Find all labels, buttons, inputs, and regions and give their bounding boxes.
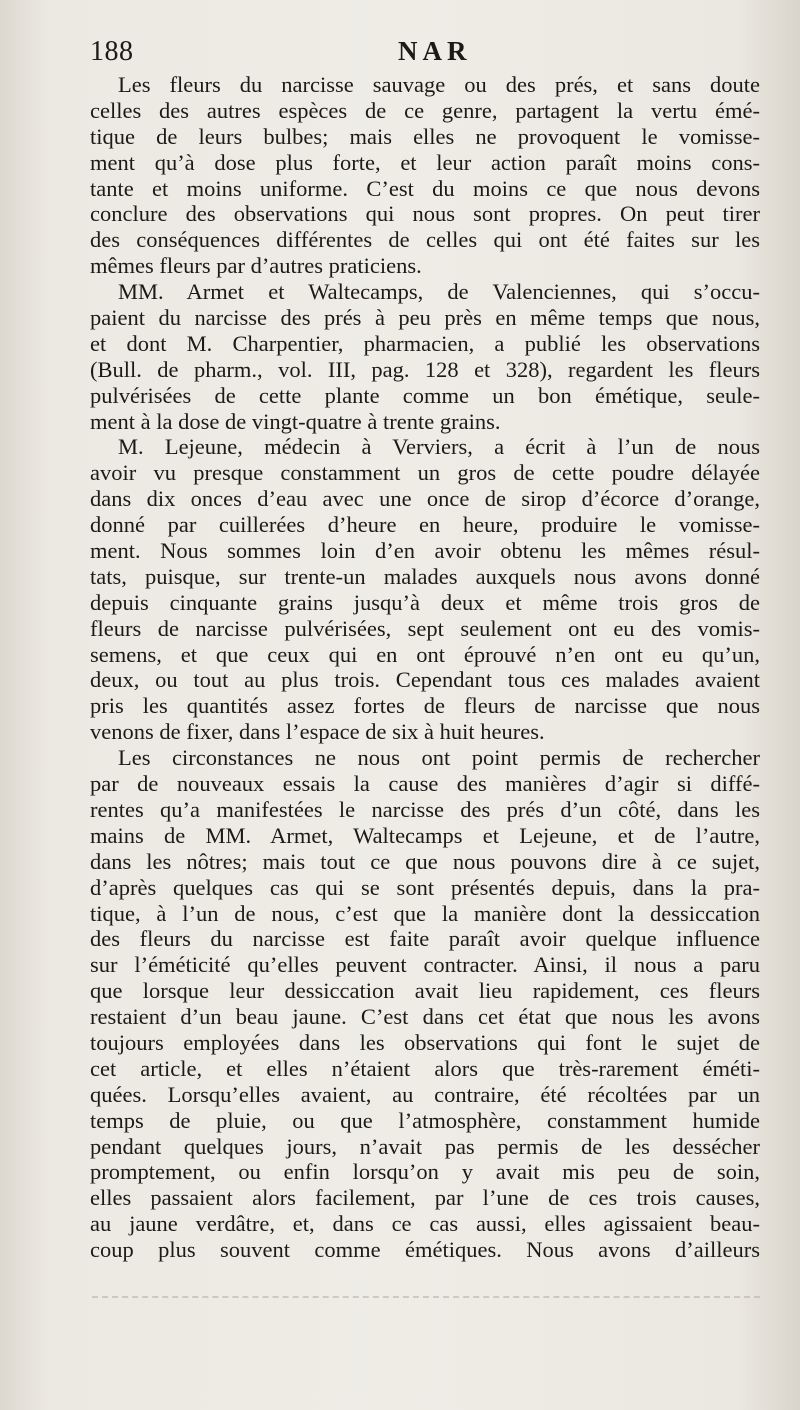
body-text: [90, 72, 760, 1263]
text-line: M. Lejeune, médecin à Verviers, a écrit à l’un de nous: [118, 434, 760, 460]
text-line: coup plus souvent comme émétiques. Nous avons d’ailleurs: [90, 1237, 760, 1263]
text-line: mêmes fleurs par d’autres praticiens.: [90, 253, 422, 279]
text-line: pulvérisées de cette plante comme un bon émétique, seule-: [90, 382, 760, 408]
text-line: restaient d’un beau jaune. C’est dans cet état que nous les avons: [90, 1004, 760, 1030]
text-line: mains de MM. Armet, Waltecamps et Lejeune, et de l’autre,: [90, 822, 760, 848]
text-line: ment à la dose de vingt-quatre à trente grains.: [90, 408, 501, 434]
text-line: sur l’éméticité qu’elles peuvent contracter. Ainsi, il nous a paru: [90, 952, 760, 978]
text-line: tats, puisque, sur trente-un malades auxquels nous avons donné: [90, 563, 760, 589]
text-line: ment. Nous sommes loin d’en avoir obtenu les mêmes résul-: [90, 538, 760, 564]
text-line: deux, ou tout au plus trois. Cependant tous ces malades avaient: [90, 667, 760, 693]
text-line: cet article, et elles n’étaient alors que très-rarement éméti-: [90, 1055, 760, 1081]
text-line: Les fleurs du narcisse sauvage ou des prés, et sans doute: [118, 72, 760, 97]
text-line: donné par cuillerées d’heure en heure, produire le vomisse-: [90, 512, 760, 538]
text-line: quées. Lorsqu’elles avaient, au contraire, été récoltées par un: [90, 1081, 760, 1107]
text-line: promptement, ou enfin lorsqu’on y avait mis peu de soin,: [90, 1159, 760, 1185]
text-line: et dont M. Charpentier, pharmacien, a publié les observations: [90, 330, 760, 356]
text-line: des conséquences différentes de celles qui ont été faites sur les: [90, 227, 760, 253]
text-line: MM. Armet et Waltecamps, de Valenciennes, qui s’occu-: [118, 279, 760, 305]
bleed-through-rule: [92, 1296, 760, 1298]
text-line: d’après quelques cas qui se sont présentés depuis, dans la pra-: [90, 874, 760, 900]
text-line: tante et moins uniforme. C’est du moins ce que nous devons: [90, 175, 760, 201]
page-number: 188: [90, 36, 134, 67]
text-line: celles des autres espèces de ce genre, partagent la vertu émé-: [90, 97, 760, 123]
text-line: rentes qu’a manifestées le narcisse des prés d’un côté, dans les: [90, 796, 760, 822]
text-line: dans les nôtres; mais tout ce que nous pouvons dire à ce sujet,: [90, 848, 760, 874]
text-line: que lorsque leur dessiccation avait lieu rapidement, ces fleurs: [90, 978, 760, 1004]
text-line: par de nouveaux essais la cause des manières d’agir si diffé-: [90, 771, 760, 797]
text-line: paient du narcisse des prés à peu près en même temps que nous,: [90, 305, 760, 331]
text-line: venons de fixer, dans l’espace de six à huit heures.: [90, 719, 545, 745]
text-line: pendant quelques jours, n’avait pas permis de les dessécher: [90, 1133, 760, 1159]
text-line: fleurs de narcisse pulvérisées, sept seulement ont eu des vomis-: [90, 615, 760, 641]
page-header: [90, 36, 760, 72]
text-line: semens, et que ceux qui en ont éprouvé n’en ont eu qu’un,: [90, 641, 760, 667]
text-line: depuis cinquante grains jusqu’à deux et même trois gros de: [90, 589, 760, 615]
text-line: pris les quantités assez fortes de fleurs de narcisse que nous: [90, 693, 760, 719]
text-line: avoir vu presque constamment un gros de cette poudre délayée: [90, 460, 760, 486]
text-line: elles passaient alors facilement, par l’une de ces trois causes,: [90, 1185, 760, 1211]
text-line: ment qu’à dose plus forte, et leur action paraît moins cons-: [90, 149, 760, 175]
text-line: conclure des observations qui nous sont propres. On peut tirer: [90, 201, 760, 227]
text-line: des fleurs du narcisse est faite paraît avoir quelque influence: [90, 926, 760, 952]
running-head: NAR: [398, 36, 472, 66]
text-line: tique, à l’un de nous, c’est que la manière dont la dessiccation: [90, 900, 760, 926]
text-line: toujours employées dans les observations qui font le sujet de: [90, 1029, 760, 1055]
text-line: au jaune verdâtre, et, dans ce cas aussi, elles agissaient beau-: [90, 1211, 760, 1237]
text-line: tique de leurs bulbes; mais elles ne provoquent le vomisse-: [90, 123, 760, 149]
text-line: dans dix onces d’eau avec une once de sirop d’écorce d’orange,: [90, 486, 760, 512]
text-line: temps de pluie, ou que l’atmosphère, constamment humide: [90, 1107, 760, 1133]
text-line: (Bull. de pharm., vol. III, pag. 128 et 328), regardent les fleurs: [90, 356, 760, 382]
text-line: Les circonstances ne nous ont point permis de rechercher: [118, 745, 760, 771]
